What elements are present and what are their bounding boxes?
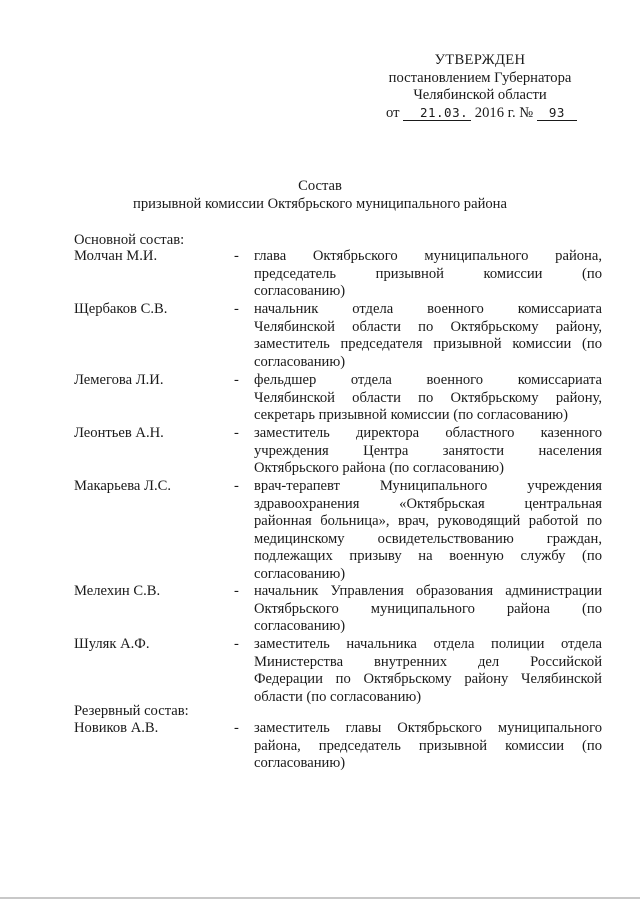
document-title <box>60 178 580 213</box>
desc-line: медицинскому освидетельствованию граждан, <box>254 530 602 547</box>
desc-line: районная больница», врач, руководящий работой по <box>254 513 602 529</box>
desc-line: района, председатель призывной комиссии (по <box>254 737 602 754</box>
desc-line: глава Октябрьского муниципального района, <box>254 248 602 264</box>
date-value: 21.03. <box>403 106 471 121</box>
desc-line: согласованию) <box>254 755 346 771</box>
scan-edge-line <box>0 897 640 899</box>
title-line-1: Состав <box>298 178 342 194</box>
desc-line: заместитель директора областного казенного <box>254 425 602 441</box>
dash: - <box>234 636 239 652</box>
approval-heading: УТВЕРЖДЕН <box>434 52 526 68</box>
desc-line: согласованию) <box>254 618 346 634</box>
desc-line: согласованию) <box>254 565 346 582</box>
main-composition-label: Основной состав: <box>74 232 185 248</box>
date-prefix: от <box>386 104 400 121</box>
desc-line: учреждения Центра занятости населения <box>254 442 602 459</box>
member-name: Мелехин С.В. <box>74 583 161 599</box>
desc-line: заместитель председателя призывной комиссии (по <box>254 336 602 352</box>
member-description <box>254 583 602 636</box>
member-description <box>254 636 602 706</box>
member-description <box>254 425 602 478</box>
title-line-2: призывной комиссии Октябрьского муниципального района <box>133 195 507 212</box>
desc-line: Октябрьского муниципального района (по <box>254 600 602 617</box>
member-description <box>254 720 602 773</box>
member-name: Леонтьев А.Н. <box>74 425 164 441</box>
desc-line: Министерства внутренних дел Российской <box>254 653 602 670</box>
desc-line: согласованию) <box>254 353 346 370</box>
reserve-composition-label: Резервный состав: <box>74 703 189 719</box>
member-name: Шуляк А.Ф. <box>74 636 150 652</box>
desc-line: начальник отдела военного комиссариата <box>254 301 602 317</box>
approval-line-1: постановлением Губернатора <box>388 69 572 86</box>
dash: - <box>234 478 239 494</box>
desc-line: заместитель главы Октябрьского муниципального <box>254 720 602 736</box>
member-description <box>254 372 602 425</box>
desc-line: фельдшер отдела военного комиссариата <box>254 372 602 388</box>
desc-line: Октябрьского района (по согласованию) <box>254 460 504 476</box>
dash: - <box>234 583 239 599</box>
member-description <box>254 301 602 371</box>
member-name: Новиков А.В. <box>74 720 159 736</box>
desc-line: согласованию) <box>254 283 346 299</box>
date-year: 2016 г. <box>474 104 516 121</box>
desc-line: подлежащих призыву на военную службу (по <box>254 548 602 564</box>
desc-line: Челябинской области по Октябрьскому району, <box>254 318 602 335</box>
member-name: Макарьева Л.С. <box>74 478 171 494</box>
desc-line: Челябинской области по Октябрьскому району, <box>254 389 602 406</box>
dash: - <box>234 425 239 441</box>
member-name: Молчан М.И. <box>74 248 158 264</box>
dash: - <box>234 372 239 388</box>
member-name: Лемегова Л.И. <box>74 372 164 388</box>
member-name: Щербаков С.В. <box>74 301 168 317</box>
approval-stamp <box>370 52 590 122</box>
dash: - <box>234 720 239 736</box>
approval-date-line <box>386 105 590 123</box>
desc-line: здравоохранения «Октябрьская центральная <box>254 495 602 512</box>
member-description <box>254 478 602 583</box>
desc-line: области (по согласованию) <box>254 688 422 705</box>
dash: - <box>234 248 239 264</box>
desc-line: Федерации по Октябрьскому району Челябинской <box>254 671 602 687</box>
dash: - <box>234 301 239 317</box>
desc-line: секретарь призывной комиссии (по согласованию) <box>254 407 568 423</box>
desc-line: врач-терапевт Муниципального учреждения <box>254 478 602 494</box>
member-description <box>254 248 602 301</box>
number-sign: № <box>519 104 534 121</box>
desc-line: заместитель начальника отдела полиции отдела <box>254 636 602 652</box>
document-number: 93 <box>537 106 577 121</box>
desc-line: начальник Управления образования администрации <box>254 583 602 599</box>
approval-line-2: Челябинской области <box>413 87 547 103</box>
desc-line: председатель призывной комиссии (по <box>254 265 602 282</box>
